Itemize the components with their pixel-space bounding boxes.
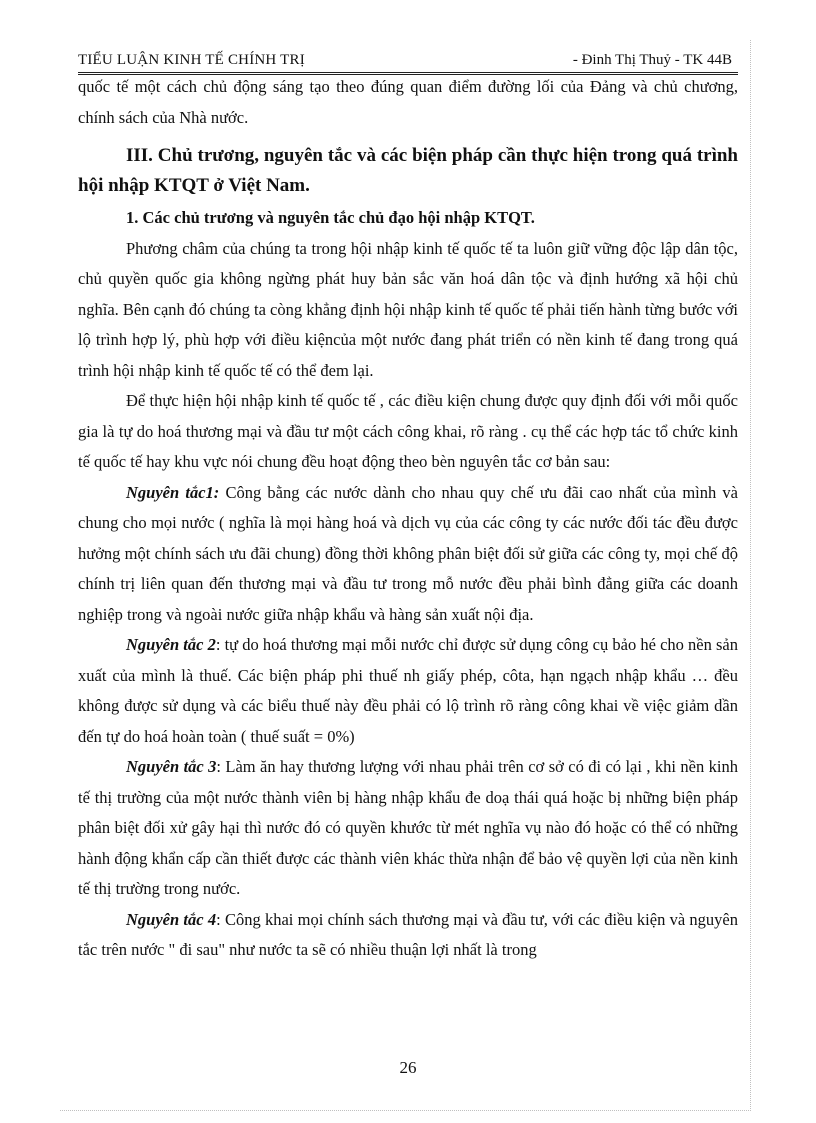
header-author: - Đinh Thị Thuỷ - TK 44B [572,52,732,68]
header-title: TIỂU LUẬN KINH TẾ CHÍNH TRỊ [78,52,305,68]
principle-1-label: Nguyên tắc1: [126,482,220,502]
document-body [78,72,738,966]
principle-4-text: : Công khai mọi chính sách thương mại và đầu tư, với các điều kiện và nguyên tắc trên nước " đi sau" như nước ta sẽ có nhiều thuận lợi nhất là trong [78,909,738,959]
principle-1 [78,478,738,631]
principle-2-text: : tự do hoá thương mại mỗi nước chỉ được sử dụng công cụ bảo hé cho nền sản xuất của mình là thuế. Các biện pháp phi thuế nh giấy phép, côta, hạn ngạch nhập khẩu … đều không được sử dụng và các biểu thuế này đều phải có lộ trình rõ ràng công khai về việc giảm dần đến tự do hoá hoàn toàn ( thuế suất = 0%) [78,635,739,746]
principle-3-text: : Làm ăn hay thương lượng với nhau phải trên cơ sở có đi có lại , khi nền kinh tế thị trường của một nước thành viên bị hàng nhập khẩu đe doạ thái quá hoặc bị những biện pháp phân biệt đối xử gây hại thì nước đó có quyền khước từ mét nghĩa vụ nào đó hoặc có thể có những hành động khẩn cấp cần thiết được các thành viên khác thừa nhận để bảo vệ quyền lợi của nền kinh tế thị trường trong nước. [78,757,738,898]
principle-2-label: Nguyên tắc 2 [126,635,216,654]
section-heading: III. Chủ trương, nguyên tắc và các biện pháp cần thực hiện trong quá trình hội nhập KTQT ở Việt Nam. [78,145,738,196]
subsection-heading: 1. Các chủ trương và nguyên tắc chủ đạo hội nhập KTQT. [126,208,535,227]
principle-3 [78,752,738,905]
paragraph-approach: Phương châm của chúng ta trong hội nhập kinh tế quốc tế ta luôn giữ vững độc lập dân tộc, chủ quyền quốc gia không ngừng phát huy bản sắc văn hoá dân tộc và định hướng xã hội chủ nghĩa. Bên cạnh đó chúng ta còng khẳng định hội nhập kinh tế quốc tế phải tiến hành từng bước với lộ trình hợp lý, phù hợp với điều kiệncủa một nước đang phát triển có nền kinh tế đang trong quá trình hội nhập kinh tế quốc tế có thể đem lại. [78,238,738,380]
principle-1-text: Công bằng các nước dành cho nhau quy chế ưu đãi cao nhất của mình và chung cho mọi nước ( nghĩa là mọi hàng hoá và dịch vụ của các công ty các nước đối tác đều được hưởng một chính sách ưu đãi chung) đồng thời không phân biệt đối sử giữa các công ty, mọi chế độ chính trị liên quan đến thương mại và đầu tư trong mỗ nước đều phải bình đẳng giữa các doanh nghiệp trong và ngoài nước giữa nhập khẩu và hàng sản xuất nội địa. [78,482,738,624]
principle-3-label: Nguyên tắc 3 [126,757,217,776]
principle-4-label: Nguyên tắc 4 [126,909,217,929]
page-number: 26 [399,1058,417,1077]
principle-4 [78,905,738,966]
principle-2 [78,630,738,752]
paragraph-conditions: Để thực hiện hội nhập kinh tế quốc tế , các điều kiện chung được quy định đối với mỗi quốc gia là tự do hoá thương mại và đầu tư một cách công khai, rõ ràng . cụ thể các hợp tác tổ chức kinh tế quốc tế hay khu vực nói chung đều hoạt động theo bèn nguyên tắc cơ bản sau: [78,391,738,471]
continuation-paragraph: quốc tế một cách chủ động sáng tạo theo đúng quan điểm đường lối của Đảng và chủ chương, chính sách của Nhà nước. [78,77,738,127]
